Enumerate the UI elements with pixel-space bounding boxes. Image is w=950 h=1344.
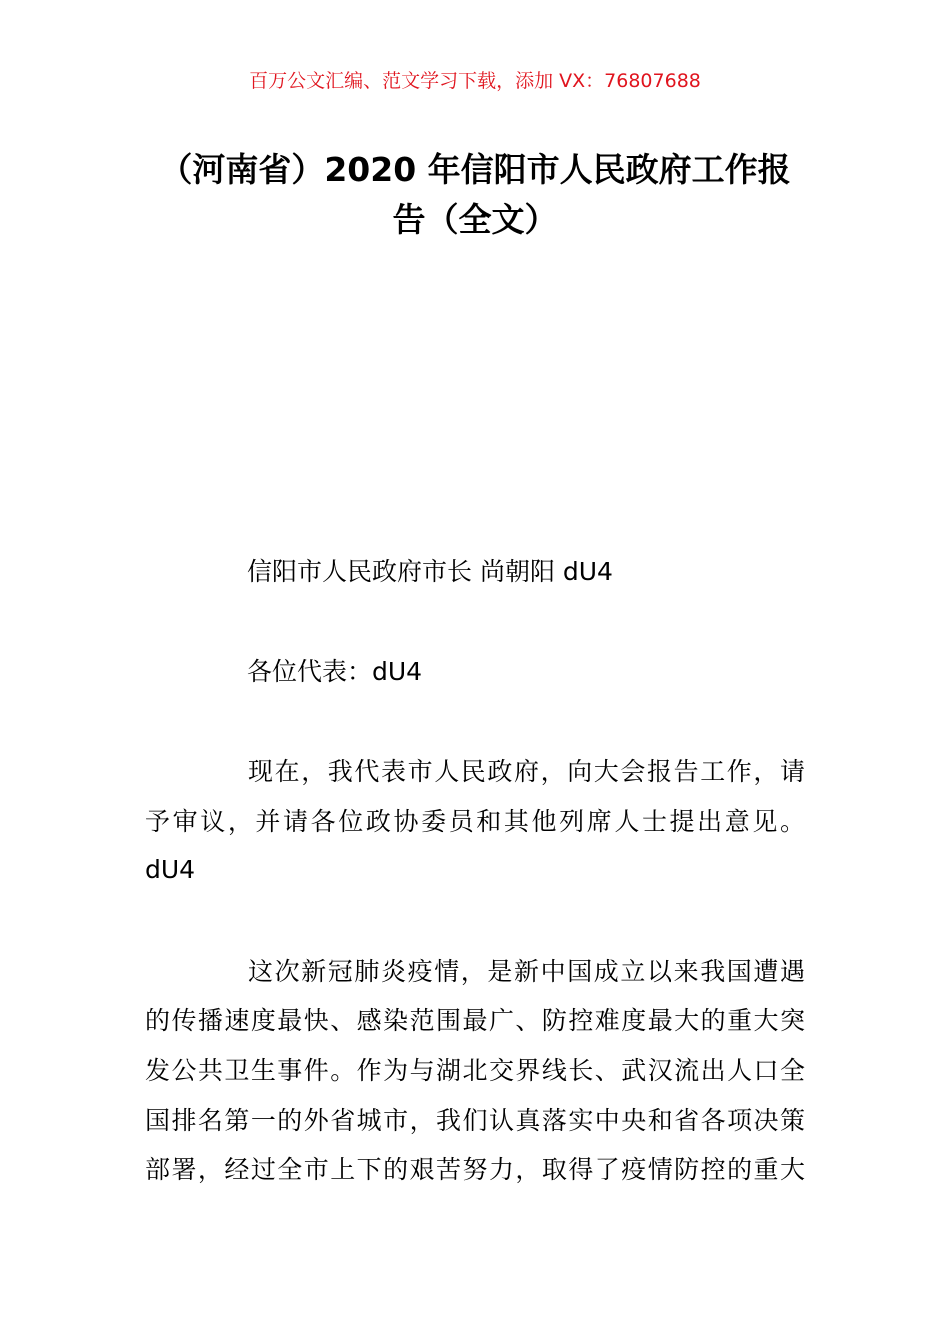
paragraph-line: 部署，经过全市上下的艰苦努力，取得了疫情防控的重大 [145, 1155, 805, 1184]
paragraph-line: 的传播速度最快、感染范围最广、防控难度最大的重大突 [145, 1006, 805, 1035]
salutation: 各位代表：dU4 [247, 657, 423, 686]
document-title-line-2: 告（全文） [392, 200, 558, 239]
paragraph-line: 发公共卫生事件。作为与湖北交界线长、武汉流出人口全 [145, 1056, 805, 1085]
document-title-line-1: （河南省）2020 年信阳市人民政府工作报 [159, 150, 791, 189]
paragraph-line: 予审议，并请各位政协委员和其他列席人士提出意见。 [145, 807, 805, 836]
paragraph-line: 国排名第一的外省城市，我们认真落实中央和省各项决策 [145, 1106, 805, 1135]
paragraph-line: 这次新冠肺炎疫情，是新中国成立以来我国遭遇 [248, 957, 805, 986]
paragraph-line: 现在，我代表市人民政府，向大会报告工作，请 [248, 757, 805, 786]
watermark-header: 百万公文汇编、范文学习下载，添加 VX：76807688 [249, 70, 701, 92]
paragraph-line: dU4 [145, 855, 196, 884]
author-line: 信阳市人民政府市长 尚朝阳 dU4 [247, 557, 613, 586]
